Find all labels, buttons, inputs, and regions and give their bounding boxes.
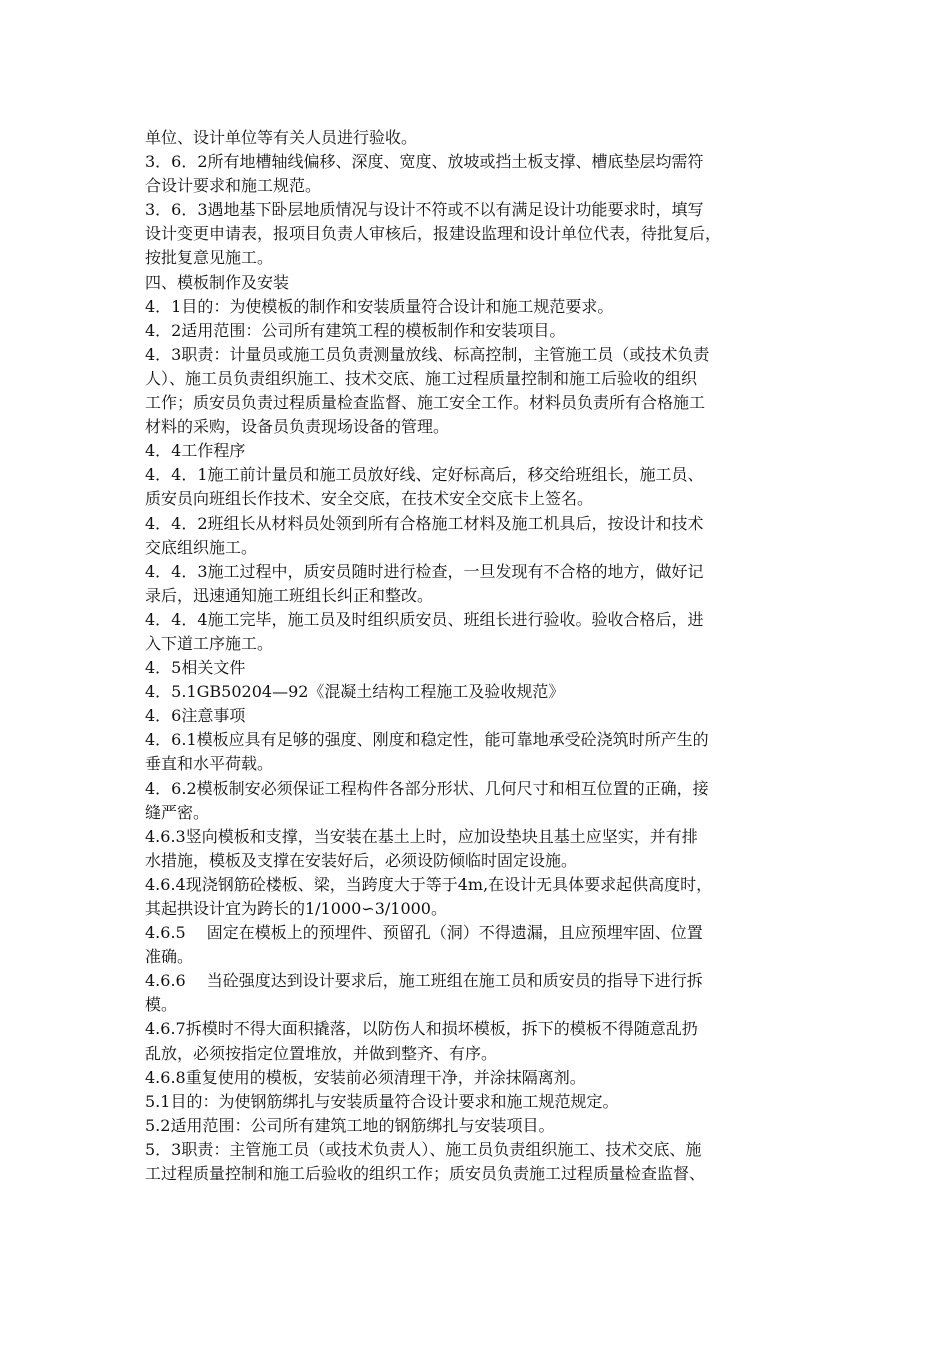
text-line: 按批复意见施工。 xyxy=(145,248,274,268)
text-line: 5.2适用范围：公司所有建筑工地的钢筋绑扎与安装项目。 xyxy=(145,1115,555,1135)
text-line: 4.6.3竖向模板和支撑，当安装在基土上时，应加设垫块且基土应坚实，并有排 xyxy=(145,826,698,846)
text-line: 录后，迅速通知施工班组长纠正和整改。 xyxy=(145,585,434,605)
text-line: 人）、施工员负责组织施工、技术交底、施工过程质量控制和施工后验收的组织 xyxy=(145,368,698,388)
text-line: 4．1目的：为使模板的制作和安装质量符合设计和施工规范要求。 xyxy=(145,296,614,316)
text-line: 4.6.4现浇钢筋砼楼板、梁，当跨度大于等于4m,在设计无具体要求起供高度时， xyxy=(145,874,713,894)
text-line: 乱放，必须按指定位置堆放，并做到整齐、有序。 xyxy=(145,1043,498,1063)
text-line: 质安员向班组长作技术、安全交底，在技术安全交底卡上签名。 xyxy=(145,489,594,509)
text-line: 工作；质安员负责过程质量检查监督、施工安全工作。材料员负责所有合格施工 xyxy=(145,393,706,413)
text-line: 4.6.5 固定在模板上的预埋件、预留孔（洞）不得遗漏，且应预埋牢固、位置 xyxy=(145,923,703,943)
text-line: 交底组织施工。 xyxy=(145,537,258,557)
text-line: 材料的采购，设备员负责现场设备的管理。 xyxy=(145,417,450,437)
text-line: 4.6.7拆模时不得大面积撬落，以防伤人和损坏模板，拆下的模板不得随意乱扔 xyxy=(145,1019,698,1039)
text-line: 4．4．3施工过程中，质安员随时进行检查，一旦发现有不合格的地方，做好记 xyxy=(145,561,704,581)
text-line: 合设计要求和施工规范。 xyxy=(145,176,322,196)
text-line: 4．6.1模板应具有足够的强度、刚度和稳定性，能可靠地承受砼浇筑时所产生的 xyxy=(145,730,709,750)
text-line: 5．3职责：主管施工员（或技术负责人）、施工员负责组织施工、技术交底、施 xyxy=(145,1139,702,1159)
text-line: 4．4．1施工前计量员和施工员放好线、定好标高后，移交给班组长，施工员、 xyxy=(145,465,704,485)
document-body xyxy=(145,126,810,1186)
text-line: 工过程质量控制和施工后验收的组织工作；质安员负责施工过程质量检查监督、 xyxy=(145,1164,706,1184)
section-heading: 四、模板制作及安装 xyxy=(145,272,290,292)
text-line: 4．5相关文件 xyxy=(145,658,246,678)
text-line: 设计变更申请表，报项目负责人审核后，报建设监理和设计单位代表，待批复后， xyxy=(145,224,722,244)
text-line: 准确。 xyxy=(145,947,194,967)
text-line: 缝严密。 xyxy=(145,802,210,822)
text-line: 4．5.1GB50204—92《混凝土结构工程施工及验收规范》 xyxy=(145,682,565,702)
text-line: 4．4．2班组长从材料员处领到所有合格施工材料及施工机具后，按设计和技术 xyxy=(145,513,704,533)
text-line: 4.6.6 当砼强度达到设计要求后，施工班组在施工员和质安员的指导下进行拆 xyxy=(145,971,703,991)
text-line: 4．2适用范围：公司所有建筑工程的模板制作和安装项目。 xyxy=(145,320,566,340)
text-line: 4．4工作程序 xyxy=(145,441,246,461)
text-line: 模。 xyxy=(145,995,178,1015)
text-line: 5.1目的：为使钢筋绑扎与安装质量符合设计要求和施工规范规定。 xyxy=(145,1091,619,1111)
text-line: 水措施，模板及支撑在安装好后，必须设防倾临时固定设施。 xyxy=(145,850,578,870)
text-line: 入下道工序施工。 xyxy=(145,633,274,653)
text-line: 其起拱设计宜为跨长的1/1000∽3/1000。 xyxy=(145,899,447,918)
text-line: 4．4．4施工完毕，施工员及时组织质安员、班组长进行验收。验收合格后，进 xyxy=(145,609,704,629)
text-line: 3．6．2所有地槽轴线偏移、深度、宽度、放坡或挡土板支撑、槽底垫层均需符 xyxy=(145,152,704,172)
text-line: 垂直和水平荷载。 xyxy=(145,754,274,774)
text-line: 单位、设计单位等有关人员进行验收。 xyxy=(145,128,418,147)
text-line: 4．6注意事项 xyxy=(145,706,246,726)
text-line: 3．6．3遇地基下卧层地质情况与设计不符或不以有满足设计功能要求时，填写 xyxy=(145,200,704,220)
text-line: 4．3职责：计量员或施工员负责测量放线、标高控制，主管施工员（或技术负责 xyxy=(145,344,710,364)
text-line: 4.6.8重复使用的模板，安装前必须清理干净，并涂抹隔离剂。 xyxy=(145,1067,586,1087)
text-line: 4．6.2模板制安必须保证工程构件各部分形状、几何尺寸和相互位置的正确，接 xyxy=(145,778,709,798)
